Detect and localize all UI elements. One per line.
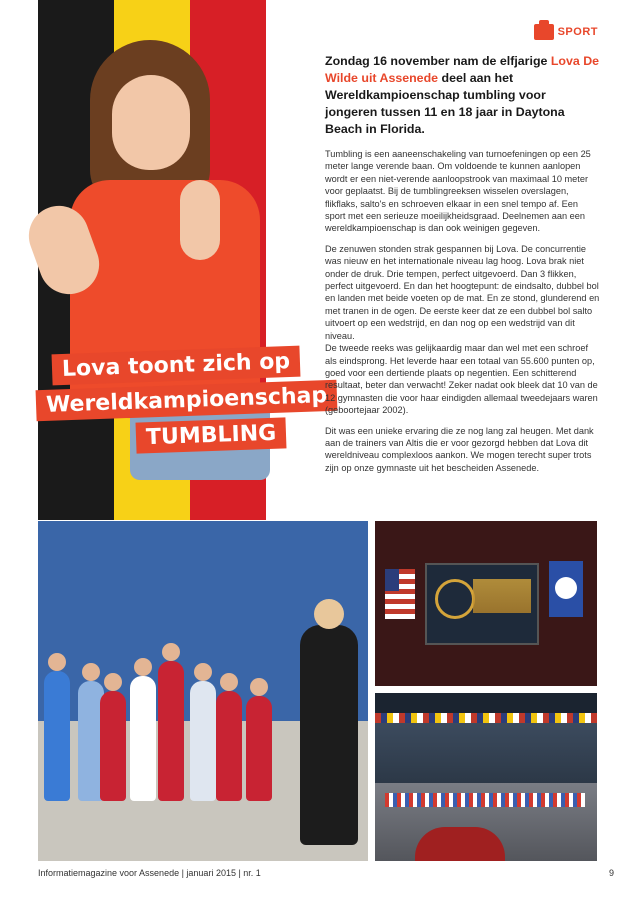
us-flag [385, 569, 415, 619]
paragraph: De zenuwen stonden strak gespannen bij Lova. De concurrentie was nieuw en het internationale niveau lag hoog. Lova brak niet onder de druk. Drie tempen, perfect uitgevoerd. Dan 3 flikken, perfect uitgevoerd. En dan het hoogtepunt: de eindsalto, dubbel bol en landen met beide voeten op de mat. En ze stond, glunderend en met tranen in de ogen. De eerste keer dat ze een dubbel bol salto uitvoert op een wedstrijd, en dan nog op een wedstrijd van dit niveau. [325, 243, 600, 341]
footer-text: Informatiemagazine voor Assenede | januari 2015 | nr. 1 [38, 868, 261, 878]
lead-part-1: Zondag 16 november nam de elfjarige [325, 54, 548, 68]
paragraph: Dit was een unieke ervaring die ze nog lang zal heugen. Met dank aan de trainers van Altis die er voor gezorgd hebben dat Lova dit wereldniveau complexloos aankon. We mogen terecht super trots zijn op onze gymnaste uit het bescheiden Assenede. [325, 425, 594, 473]
paragraph: De tweede reeks was gelijkaardig maar dan wel met een schroef als eindsprong. Het leverde haar een totaal van 55.600 punten op, goed voor een dertiende plaats op negentien. Een schitterend resultaat, beter dan verwacht! Zeker nadat ook bleek dat 10 van de 12 gymnasten die voor haar eindigden allemaal tweedejaars waren (geboortejaar 2002). [325, 343, 598, 416]
hero-thumbs-up-right [180, 180, 220, 260]
headline-line-3: TUMBLING [136, 417, 287, 453]
photo-arena [375, 693, 597, 861]
scoreboard-text [473, 579, 531, 613]
gymnast [158, 661, 184, 801]
article [325, 53, 600, 482]
athletes-parade [385, 793, 585, 807]
arena-flags [375, 713, 597, 723]
gymnast [216, 691, 242, 801]
section-badge [534, 24, 598, 40]
scoreboard-screen [425, 563, 539, 645]
paragraph: Tumbling is een aaneenschakeling van turnoefeningen op een 25 meter lange verende baan. Om voldoende te kunnen aanlopen wordt er een niet-verende aanloopstrook van maximaal 10 meter voor geplaatst. Bij de tumblingreeksen wisselen overslagen, flikflaks, salto's en schroeven elkaar in een snel tempo af. Een sport met een serieuze moeilijkheidsgraad. Deelnemen aan een wereldkampioenschap is dan ook weinigen gegeven. [325, 149, 591, 234]
gymnast [246, 696, 272, 801]
calendar-icon [534, 24, 554, 40]
section-label: SPORT [557, 26, 598, 38]
photo-gymnasts-lineup [38, 521, 368, 861]
hero-face [112, 75, 190, 170]
lead-highlight: Lova De Wilde uit Assenede [325, 54, 600, 85]
headline [28, 350, 328, 455]
gymnast [100, 691, 126, 801]
gymnast [190, 681, 216, 801]
page-number: 9 [608, 868, 614, 878]
lead-paragraph [325, 53, 600, 138]
spectators [415, 827, 505, 861]
arena-stands [375, 723, 597, 783]
gymnast [44, 671, 70, 801]
photo-scoreboard [375, 521, 597, 686]
headline-line-2: Wereldkampioenschap [36, 380, 338, 421]
gymnast [130, 676, 156, 801]
headline-line-1: Lova toont zich op [52, 346, 301, 386]
coach [300, 625, 358, 845]
lead-part-2: deel aan het Wereldkampioenschap tumbling voor jongeren tussen 11 en 18 jaar in Daytona Beach in Florida. [325, 71, 565, 136]
competition-logo [435, 579, 475, 619]
article-body [325, 148, 600, 474]
fig-flag [549, 561, 583, 617]
